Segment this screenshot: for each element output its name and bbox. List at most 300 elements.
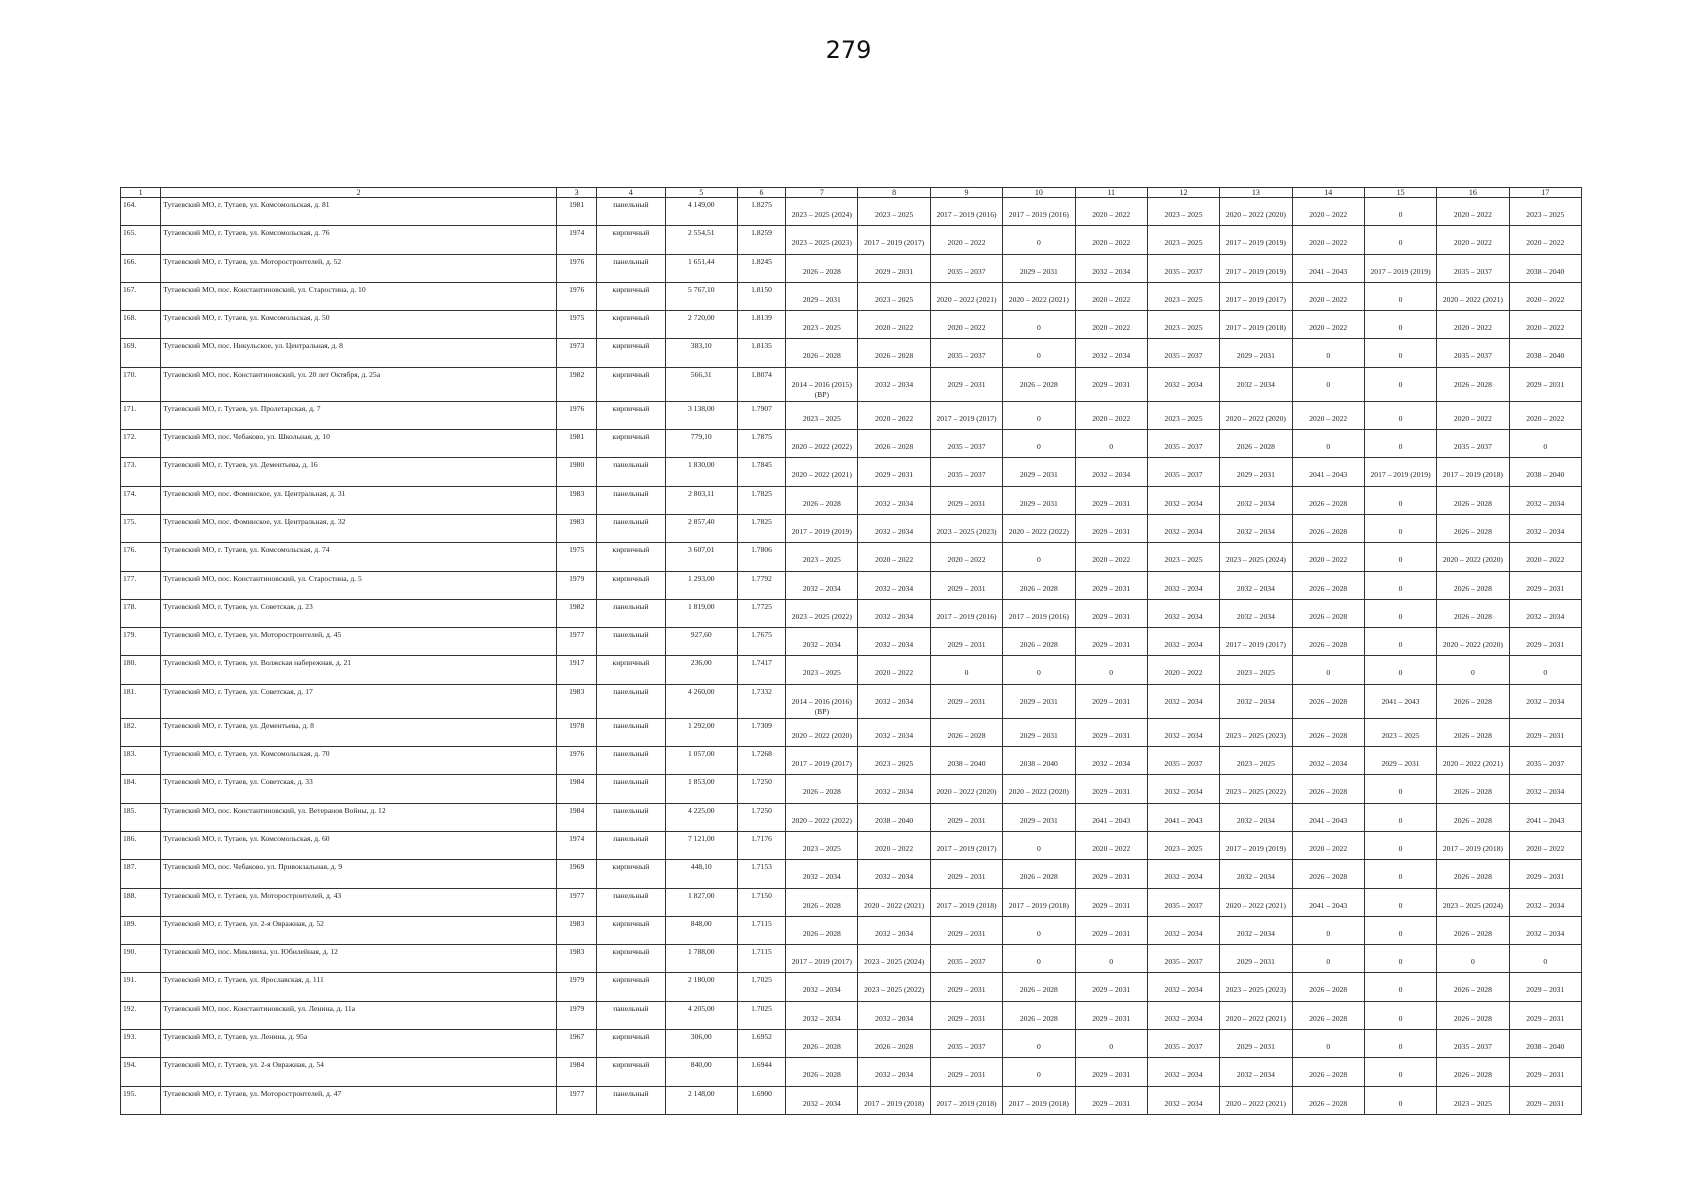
table-cell: 1983 <box>557 486 597 514</box>
table-cell: 2020 – 2022 <box>930 311 1002 339</box>
table-cell: кирпичный <box>597 945 665 973</box>
table-cell: 4 225,00 <box>665 803 737 831</box>
table-cell: Тутаевский МО, г. Тутаев, ул. Комсомольская, д. 70 <box>161 747 557 775</box>
table-cell: 2020 – 2022 <box>1292 311 1364 339</box>
table-cell: 0 <box>1003 543 1075 571</box>
table-cell: 1.6944 <box>737 1058 785 1086</box>
table-cell: 2029 – 2031 <box>930 367 1002 401</box>
table-cell: 2020 – 2022 (2022) <box>1003 514 1075 542</box>
table-cell: 2020 – 2022 <box>1075 282 1147 310</box>
table-cell: 2020 – 2022 (2020) <box>1220 198 1292 226</box>
table-cell: 4 149,00 <box>665 198 737 226</box>
table-cell: Тутаевский МО, г. Тутаев, ул. Моторостроителей, д. 52 <box>161 254 557 282</box>
table-cell: 0 <box>1509 656 1581 684</box>
table-cell: кирпичный <box>597 339 665 367</box>
table-cell: 1.7176 <box>737 831 785 859</box>
table-cell: 1.8135 <box>737 339 785 367</box>
table-cell: 2032 – 2034 <box>1509 684 1581 718</box>
table-cell: 0 <box>1075 1030 1147 1058</box>
table-cell: 2023 – 2025 <box>858 198 930 226</box>
table-cell: Тутаевский МО, г. Тутаев, ул. Комсомольская, д. 50 <box>161 311 557 339</box>
table-cell: 2020 – 2022 <box>1075 831 1147 859</box>
table-cell: 840,00 <box>665 1058 737 1086</box>
table-cell: 2032 – 2034 <box>1220 916 1292 944</box>
table-cell: 2020 – 2022 (2021) <box>1437 747 1509 775</box>
table-cell: 2026 – 2028 <box>1003 860 1075 888</box>
table-cell: 1977 <box>557 1086 597 1114</box>
table-cell: 177. <box>121 571 161 599</box>
table-cell: 3 138,00 <box>665 401 737 429</box>
table-cell: 2029 – 2031 <box>930 973 1002 1001</box>
table-cell: 2032 – 2034 <box>1509 775 1581 803</box>
table-cell: 2026 – 2028 <box>1292 718 1364 746</box>
table-cell: 2020 – 2022 <box>858 311 930 339</box>
table-cell: 2029 – 2031 <box>1075 571 1147 599</box>
table-cell: 2032 – 2034 <box>1147 916 1219 944</box>
table-cell: 0 <box>1003 311 1075 339</box>
table-cell: 2035 – 2037 <box>1437 1030 1509 1058</box>
table-cell: 1984 <box>557 803 597 831</box>
table-cell: 2026 – 2028 <box>1003 1001 1075 1029</box>
table-cell: кирпичный <box>597 282 665 310</box>
table-cell: 0 <box>1292 656 1364 684</box>
table-cell: 2026 – 2028 <box>1437 860 1509 888</box>
table-cell: 2026 – 2028 <box>1437 684 1509 718</box>
table-cell: 0 <box>1364 1030 1436 1058</box>
table-cell: 2032 – 2034 <box>786 860 858 888</box>
table-cell: 2032 – 2034 <box>1147 718 1219 746</box>
table-cell: 2026 – 2028 <box>858 1030 930 1058</box>
table-cell: 2023 – 2025 <box>1509 198 1581 226</box>
table-cell: 2029 – 2031 <box>1220 945 1292 973</box>
table-cell: 2020 – 2022 <box>1075 401 1147 429</box>
table-cell: 172. <box>121 430 161 458</box>
table-cell: 2029 – 2031 <box>1003 458 1075 486</box>
table-cell: 2032 – 2034 <box>858 486 930 514</box>
table-cell: 0 <box>1292 1030 1364 1058</box>
table-cell: Тутаевский МО, пос. Константиновский, ул. Старостина, д. 10 <box>161 282 557 310</box>
table-cell: 175. <box>121 514 161 542</box>
table-cell: 2029 – 2031 <box>1075 367 1147 401</box>
table-cell: 1 788,00 <box>665 945 737 973</box>
table-cell: 2026 – 2028 <box>1437 571 1509 599</box>
table-cell: 1981 <box>557 198 597 226</box>
table-cell: 2029 – 2031 <box>1075 628 1147 656</box>
table-row <box>121 888 1582 916</box>
table-cell: 2035 – 2037 <box>1147 458 1219 486</box>
table-cell: 2023 – 2025 <box>786 543 858 571</box>
table-cell: 2020 – 2022 <box>1075 543 1147 571</box>
table-cell: 0 <box>1364 945 1436 973</box>
table-cell: 2020 – 2022 (2021) <box>1220 1086 1292 1114</box>
table-cell: 1981 <box>557 430 597 458</box>
table-cell: 2026 – 2028 <box>786 888 858 916</box>
table-cell: 0 <box>1437 945 1509 973</box>
table-cell: 2029 – 2031 <box>930 1001 1002 1029</box>
table-cell: 2032 – 2034 <box>1147 684 1219 718</box>
table-cell: 2 148,00 <box>665 1086 737 1114</box>
table-cell: 1 830,00 <box>665 458 737 486</box>
table-row <box>121 945 1582 973</box>
table-cell: Тутаевский МО, пос. Константиновский, ул. Ветеранов Войны, д. 12 <box>161 803 557 831</box>
table-cell: 2020 – 2022 <box>1509 226 1581 254</box>
table-cell: 2020 – 2022 <box>1509 401 1581 429</box>
table-cell: кирпичный <box>597 226 665 254</box>
table-row <box>121 628 1582 656</box>
table-cell: 2017 – 2019 (2018) <box>1003 888 1075 916</box>
table-cell: 0 <box>1364 916 1436 944</box>
table-cell: 1.7792 <box>737 571 785 599</box>
table-cell: 2035 – 2037 <box>930 430 1002 458</box>
table-row <box>121 514 1582 542</box>
table-cell: 2032 – 2034 <box>1220 486 1292 514</box>
table-cell: 2029 – 2031 <box>1003 718 1075 746</box>
table-cell: 2032 – 2034 <box>1220 684 1292 718</box>
table-cell: 171. <box>121 401 161 429</box>
table-cell: 1 853,00 <box>665 775 737 803</box>
table-cell: кирпичный <box>597 973 665 1001</box>
table-cell: 2032 – 2034 <box>1147 628 1219 656</box>
table-cell: панельный <box>597 1001 665 1029</box>
table-cell: 0 <box>1364 656 1436 684</box>
table-cell: 2020 – 2022 <box>1292 282 1364 310</box>
table-cell: кирпичный <box>597 430 665 458</box>
table-cell: 2032 – 2034 <box>1147 1086 1219 1114</box>
table-cell: 1977 <box>557 888 597 916</box>
table-row <box>121 973 1582 1001</box>
column-header: 9 <box>930 188 1002 198</box>
table-cell: 2020 – 2022 <box>858 401 930 429</box>
table-cell: 2020 – 2022 <box>1437 226 1509 254</box>
table-cell: 2032 – 2034 <box>858 718 930 746</box>
table-cell: 2017 – 2019 (2019) <box>1220 254 1292 282</box>
table-cell: 1.7675 <box>737 628 785 656</box>
table-cell: Тутаевский МО, пос. Чебаково, ул. Школьная, д. 10 <box>161 430 557 458</box>
table-cell: 2032 – 2034 <box>1220 514 1292 542</box>
table-cell: 0 <box>1364 860 1436 888</box>
table-cell: 2023 – 2025 (2023) <box>930 514 1002 542</box>
table-cell: 0 <box>1437 656 1509 684</box>
table-cell: 2032 – 2034 <box>1220 599 1292 627</box>
table-cell: 0 <box>1364 571 1436 599</box>
table-cell: 2023 – 2025 (2023) <box>1220 973 1292 1001</box>
table-row <box>121 684 1582 718</box>
table-cell: 2020 – 2022 (2021) <box>930 282 1002 310</box>
table-cell: 2032 – 2034 <box>1220 367 1292 401</box>
table-cell: 0 <box>1364 401 1436 429</box>
table-cell: 2038 – 2040 <box>1509 339 1581 367</box>
table-cell: 0 <box>1364 1086 1436 1114</box>
table-cell: 2020 – 2022 <box>1075 198 1147 226</box>
table-cell: панельный <box>597 684 665 718</box>
table-cell: 2026 – 2028 <box>1437 486 1509 514</box>
table-cell: 2032 – 2034 <box>1509 599 1581 627</box>
table-cell: 2029 – 2031 <box>858 458 930 486</box>
table-cell: 927,60 <box>665 628 737 656</box>
table-cell: 1.7806 <box>737 543 785 571</box>
table-cell: 2032 – 2034 <box>1220 1058 1292 1086</box>
table-row <box>121 486 1582 514</box>
table-cell: 2020 – 2022 (2021) <box>1220 1001 1292 1029</box>
table-cell: 1984 <box>557 1058 597 1086</box>
table-cell: 2026 – 2028 <box>1003 571 1075 599</box>
table-cell: 0 <box>1509 945 1581 973</box>
table-cell: 2020 – 2022 <box>1509 282 1581 310</box>
table-cell: 2029 – 2031 <box>1075 860 1147 888</box>
table-cell: Тутаевский МО, г. Тутаев, ул. Моторостроителей, д. 47 <box>161 1086 557 1114</box>
table-cell: 0 <box>1003 831 1075 859</box>
table-cell: панельный <box>597 1086 665 1114</box>
table-cell: 2 720,00 <box>665 311 737 339</box>
table-cell: 2020 – 2022 <box>1509 311 1581 339</box>
table-cell: 2029 – 2031 <box>1220 458 1292 486</box>
table-cell: панельный <box>597 831 665 859</box>
table-row <box>121 430 1582 458</box>
table-cell: 2020 – 2022 (2020) <box>1003 775 1075 803</box>
table-cell: 1979 <box>557 1001 597 1029</box>
table-cell: 164. <box>121 198 161 226</box>
table-cell: 1.7153 <box>737 860 785 888</box>
table-cell: 167. <box>121 282 161 310</box>
table-cell: 0 <box>1292 945 1364 973</box>
table-cell: 1.6900 <box>737 1086 785 1114</box>
table-cell: 2026 – 2028 <box>1292 1086 1364 1114</box>
table-cell: 779,10 <box>665 430 737 458</box>
table-cell: 2020 – 2022 <box>1292 543 1364 571</box>
table-cell: 4 205,00 <box>665 1001 737 1029</box>
table-cell: 2032 – 2034 <box>858 916 930 944</box>
table-cell: 0 <box>1364 282 1436 310</box>
table-cell: кирпичный <box>597 367 665 401</box>
table-cell: 2026 – 2028 <box>1437 916 1509 944</box>
table-cell: 2020 – 2022 (2020) <box>786 718 858 746</box>
table-cell: 383,10 <box>665 339 737 367</box>
table-cell: 2032 – 2034 <box>786 973 858 1001</box>
table-cell: 2023 – 2025 <box>858 747 930 775</box>
table-cell: 2023 – 2025 <box>786 311 858 339</box>
table-cell: 2026 – 2028 <box>1292 628 1364 656</box>
table-cell: 2035 – 2037 <box>1147 1030 1219 1058</box>
table-cell: 1984 <box>557 775 597 803</box>
table-cell: 2017 – 2019 (2018) <box>858 1086 930 1114</box>
table-cell: 2026 – 2028 <box>1437 599 1509 627</box>
table-cell: 2017 – 2019 (2018) <box>930 888 1002 916</box>
table-cell: Тутаевский МО, пос. Фоминское, ул. Центральная, д. 32 <box>161 514 557 542</box>
table-cell: 0 <box>1003 430 1075 458</box>
table-cell: 1.7115 <box>737 916 785 944</box>
table-cell: 2029 – 2031 <box>930 486 1002 514</box>
table-cell: 2032 – 2034 <box>786 571 858 599</box>
table-cell: 2029 – 2031 <box>1075 1086 1147 1114</box>
table-cell: 2026 – 2028 <box>786 775 858 803</box>
table-row <box>121 339 1582 367</box>
table-cell: 2032 – 2034 <box>1147 973 1219 1001</box>
table-cell: 1.8259 <box>737 226 785 254</box>
table-cell: Тутаевский МО, г. Тутаев, ул. Волжская набережная, д. 21 <box>161 656 557 684</box>
table-cell: 2035 – 2037 <box>1147 747 1219 775</box>
table-cell: 2026 – 2028 <box>1292 973 1364 1001</box>
table-cell: 1.7250 <box>737 803 785 831</box>
table-cell: 1.7845 <box>737 458 785 486</box>
table-cell: 2041 – 2043 <box>1509 803 1581 831</box>
table-cell: 1.8275 <box>737 198 785 226</box>
table-cell: 2029 – 2031 <box>1075 888 1147 916</box>
table-cell: 1980 <box>557 458 597 486</box>
table-cell: 2029 – 2031 <box>1509 367 1581 401</box>
table-cell: Тутаевский МО, пос. Микляиха, ул. Юбилейная, д. 12 <box>161 945 557 973</box>
table-cell: 2035 – 2037 <box>1147 339 1219 367</box>
table-cell: 2029 – 2031 <box>1075 1058 1147 1086</box>
table-cell: 848,00 <box>665 916 737 944</box>
table-cell: 1983 <box>557 945 597 973</box>
column-header: 14 <box>1292 188 1364 198</box>
table-cell: 2032 – 2034 <box>1220 860 1292 888</box>
table-cell: 2032 – 2034 <box>1147 1001 1219 1029</box>
table-row <box>121 747 1582 775</box>
table-cell: 2035 – 2037 <box>1147 945 1219 973</box>
table-cell: 1 651,44 <box>665 254 737 282</box>
column-header: 8 <box>858 188 930 198</box>
table-cell: Тутаевский МО, г. Тутаев, ул. Комсомольская, д. 74 <box>161 543 557 571</box>
table-cell: 2032 – 2034 <box>1509 486 1581 514</box>
table-cell: 0 <box>1364 486 1436 514</box>
table-cell: 2032 – 2034 <box>1220 803 1292 831</box>
column-header: 1 <box>121 188 161 198</box>
table-cell: 0 <box>1075 945 1147 973</box>
table-cell: 2020 – 2022 <box>1437 311 1509 339</box>
table-cell: 2023 – 2025 <box>786 831 858 859</box>
table-cell: 0 <box>1292 339 1364 367</box>
table-cell: 1978 <box>557 718 597 746</box>
table-cell: 2017 – 2019 (2019) <box>1364 254 1436 282</box>
table-cell: 2023 – 2025 (2023) <box>786 226 858 254</box>
table-cell: 306,00 <box>665 1030 737 1058</box>
table-cell: 2017 – 2019 (2019) <box>1220 226 1292 254</box>
table-cell: 2026 – 2028 <box>786 254 858 282</box>
table-cell: 2035 – 2037 <box>1147 430 1219 458</box>
table-row <box>121 1001 1582 1029</box>
column-header: 11 <box>1075 188 1147 198</box>
table-cell: 0 <box>930 656 1002 684</box>
table-cell: 1976 <box>557 254 597 282</box>
column-header: 5 <box>665 188 737 198</box>
table-cell: 185. <box>121 803 161 831</box>
table-cell: 1.7250 <box>737 775 785 803</box>
table-row <box>121 656 1582 684</box>
table-cell: панельный <box>597 747 665 775</box>
table-cell: 4 260,00 <box>665 684 737 718</box>
table-cell: 2029 – 2031 <box>1220 1030 1292 1058</box>
table-cell: 0 <box>1364 1001 1436 1029</box>
table-cell: 2029 – 2031 <box>1075 684 1147 718</box>
table-cell: 0 <box>1292 367 1364 401</box>
table-cell: 1.8139 <box>737 311 785 339</box>
table-cell: 1979 <box>557 571 597 599</box>
table-cell: 2029 – 2031 <box>930 628 1002 656</box>
table-cell: Тутаевский МО, г. Тутаев, ул. Комсомольская, д. 76 <box>161 226 557 254</box>
table-cell: 2020 – 2022 <box>858 831 930 859</box>
table-cell: 1982 <box>557 367 597 401</box>
table-cell: 2032 – 2034 <box>1147 571 1219 599</box>
table-row <box>121 1058 1582 1086</box>
table-cell: 2029 – 2031 <box>1075 599 1147 627</box>
table-cell: Тутаевский МО, пос. Константиновский, ул. Ленина, д. 11а <box>161 1001 557 1029</box>
table-cell: 2026 – 2028 <box>1292 571 1364 599</box>
table-cell: 0 <box>1364 514 1436 542</box>
table-cell: 188. <box>121 888 161 916</box>
column-header: 2 <box>161 188 557 198</box>
table-cell: 2029 – 2031 <box>930 860 1002 888</box>
table-cell: 2026 – 2028 <box>786 1058 858 1086</box>
table-cell: 2023 – 2025 <box>1147 831 1219 859</box>
table-cell: 2029 – 2031 <box>1509 718 1581 746</box>
table-cell: Тутаевский МО, пос. Фоминское, ул. Центральная, д. 31 <box>161 486 557 514</box>
table-cell: 1.7332 <box>737 684 785 718</box>
table-cell: 1967 <box>557 1030 597 1058</box>
table-cell: 1.8150 <box>737 282 785 310</box>
table-cell: 2023 – 2025 <box>786 656 858 684</box>
table-cell: 2026 – 2028 <box>1437 803 1509 831</box>
column-header: 16 <box>1437 188 1509 198</box>
table-cell: 2017 – 2019 (2017) <box>786 747 858 775</box>
table-cell: 2020 – 2022 <box>1075 226 1147 254</box>
table-cell: 2020 – 2022 <box>1147 656 1219 684</box>
table-cell: 2026 – 2028 <box>1292 860 1364 888</box>
table-cell: Тутаевский МО, г. Тутаев, ул. Советская, д. 23 <box>161 599 557 627</box>
table-cell: 2035 – 2037 <box>1509 747 1581 775</box>
table-cell: 0 <box>1364 311 1436 339</box>
table-cell: 2029 – 2031 <box>1003 254 1075 282</box>
table-cell: 2020 – 2022 <box>1437 401 1509 429</box>
table-cell: 2017 – 2019 (2017) <box>858 226 930 254</box>
table-cell: 2017 – 2019 (2018) <box>1220 311 1292 339</box>
table-cell: 2026 – 2028 <box>786 1030 858 1058</box>
table-cell: 194. <box>121 1058 161 1086</box>
table-row <box>121 1030 1582 1058</box>
table-cell: 2032 – 2034 <box>1147 860 1219 888</box>
repair-schedule-table <box>120 187 1582 1115</box>
table-cell: 2026 – 2028 <box>1292 599 1364 627</box>
table-cell: 1 293,00 <box>665 571 737 599</box>
table-cell: 0 <box>1003 656 1075 684</box>
table-cell: 2017 – 2019 (2016) <box>930 599 1002 627</box>
table-cell: 2029 – 2031 <box>1509 1086 1581 1114</box>
table-cell: 1977 <box>557 628 597 656</box>
table-cell: 2029 – 2031 <box>1509 1058 1581 1086</box>
table-cell: 2035 – 2037 <box>930 339 1002 367</box>
table-cell: 2017 – 2019 (2019) <box>786 514 858 542</box>
table-cell: 2020 – 2022 <box>1075 311 1147 339</box>
table-cell: 2041 – 2043 <box>1075 803 1147 831</box>
table-cell: 0 <box>1292 916 1364 944</box>
table-cell: 7 121,00 <box>665 831 737 859</box>
table-cell: 2032 – 2034 <box>1075 458 1147 486</box>
table-cell: 2029 – 2031 <box>1075 1001 1147 1029</box>
table-cell: 0 <box>1003 1058 1075 1086</box>
table-cell: 2029 – 2031 <box>1003 486 1075 514</box>
table-cell: 168. <box>121 311 161 339</box>
table-cell: кирпичный <box>597 860 665 888</box>
table-cell: панельный <box>597 514 665 542</box>
column-header: 4 <box>597 188 665 198</box>
column-header: 10 <box>1003 188 1075 198</box>
table-cell: 1976 <box>557 401 597 429</box>
table-cell: 0 <box>1364 888 1436 916</box>
table-cell: 2029 – 2031 <box>1075 916 1147 944</box>
table-cell: 187. <box>121 860 161 888</box>
table-cell: 1982 <box>557 599 597 627</box>
table-cell: 2023 – 2025 (2024) <box>1437 888 1509 916</box>
